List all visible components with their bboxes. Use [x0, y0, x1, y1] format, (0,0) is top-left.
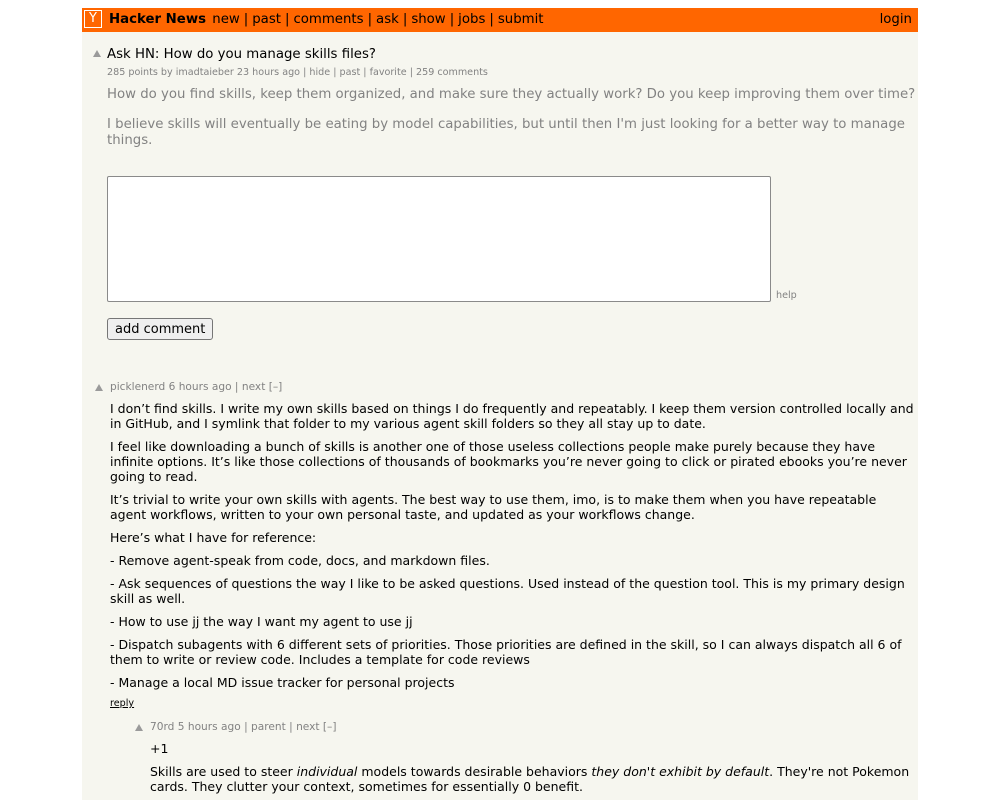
- story-paragraph: I believe skills will eventually be eating by model capabilities, but until then I'm just looking for a better way to manage things.: [107, 117, 905, 148]
- nav-separator: |: [402, 12, 408, 27]
- comment-textarea[interactable]: [107, 176, 771, 302]
- comment-text: models towards desirable behaviors: [357, 764, 592, 779]
- comment-emphasis: they don't exhibit by default: [591, 764, 770, 779]
- next-link[interactable]: next: [296, 721, 320, 733]
- comment-paragraph: - Manage a local MD issue tracker for personal projects: [110, 675, 455, 690]
- nav-separator: |: [449, 12, 455, 27]
- upvote-arrow-icon[interactable]: [95, 384, 103, 391]
- comment-header: picklenerd 6 hours ago | next [–]: [110, 381, 283, 393]
- nav-ask[interactable]: ask: [376, 12, 399, 27]
- nav-submit[interactable]: submit: [497, 12, 544, 27]
- story-points: 285 points: [107, 67, 158, 78]
- comment-paragraph: I don’t find skills. I write my own skills based on things I do frequently and repeatably. I keep them version controlled locally and in GitHub, and I symlink that folder to my various agent skill folders so they all stay up to date.: [110, 401, 914, 431]
- comment-author-link[interactable]: picklenerd: [110, 381, 166, 393]
- comments-count-link[interactable]: 259 comments: [415, 67, 488, 78]
- past-link[interactable]: past: [339, 67, 361, 78]
- upvote-arrow-icon[interactable]: [93, 50, 101, 57]
- nav-show[interactable]: show: [411, 12, 446, 27]
- collapse-toggle[interactable]: [–]: [322, 721, 337, 733]
- story-author-link[interactable]: imadtaieber: [175, 67, 234, 78]
- upvote-arrow-icon[interactable]: [135, 724, 143, 731]
- comment-author-link[interactable]: 70rd: [150, 721, 175, 733]
- add-comment-button[interactable]: add comment: [107, 318, 213, 340]
- comment-paragraph: - How to use jj the way I want my agent to use jj: [110, 614, 413, 629]
- comment-emphasis: individual: [296, 764, 358, 779]
- story-subtext: 285 points by imadtaieber 23 hours ago | hide | past | favorite | 259 comments: [107, 67, 488, 78]
- story-text: [107, 87, 917, 163]
- help-link[interactable]: help: [776, 290, 797, 301]
- nav-past[interactable]: past: [252, 12, 281, 27]
- comment-text: . They're not Pokemon cards. They clutter your context, sometimes for essentially 0 benefit.: [150, 764, 910, 794]
- comment-paragraph: [150, 764, 915, 794]
- y-logo-icon[interactable]: Y: [84, 10, 102, 28]
- comment-paragraph: I feel like downloading a bunch of skills is another one of those useless collections people make purely because they have infinite options. It’s like those collections of thousands of bookmarks you’re never going to click or pirated ebooks you’re never going to read.: [110, 439, 907, 484]
- page-container: [82, 8, 918, 800]
- nav-jobs[interactable]: jobs: [458, 12, 486, 27]
- comment-paragraph: - Ask sequences of questions the way I like to be asked questions. Used instead of the question tool. This is my primary design skill as well.: [110, 576, 905, 606]
- top-bar: [82, 8, 918, 32]
- comment-paragraph: Here’s what I have for reference:: [110, 530, 317, 545]
- story-age-link[interactable]: 23 hours ago: [236, 67, 301, 78]
- comment-age-link[interactable]: 6 hours ago: [168, 381, 232, 393]
- nav-new[interactable]: new: [212, 12, 240, 27]
- comment-age-link[interactable]: 5 hours ago: [177, 721, 241, 733]
- story-paragraph: How do you find skills, keep them organized, and make sure they actually work? Do you keep improving them over time?: [107, 87, 916, 102]
- login-link[interactable]: login: [879, 12, 912, 27]
- comment-paragraph: +1: [150, 741, 169, 756]
- comment-body: [150, 741, 915, 800]
- collapse-toggle[interactable]: [–]: [268, 381, 283, 393]
- reply-link[interactable]: reply: [110, 698, 135, 709]
- site-title-link[interactable]: Hacker News: [109, 12, 207, 27]
- parent-link[interactable]: parent: [251, 721, 286, 733]
- comment-body: [110, 401, 915, 698]
- comment-paragraph: - Remove agent-speak from code, docs, and markdown files.: [110, 553, 490, 568]
- nav-comments[interactable]: comments: [293, 12, 364, 27]
- nav-separator: |: [243, 12, 249, 27]
- comment-paragraph: - Dispatch subagents with 6 different sets of priorities. Those priorities are defined in the skill, so I can always dispatch all 6 of them to write or review code. Includes a template for code reviews: [110, 637, 902, 667]
- nav-separator: |: [367, 12, 373, 27]
- nav-separator: |: [284, 12, 290, 27]
- comment-paragraph: It’s trivial to write your own skills with agents. The best way to use them, imo, is to make them when you have repeatable agent workflows, written to your own personal taste, and updated as your workflows change.: [110, 492, 877, 522]
- favorite-link[interactable]: favorite: [369, 67, 407, 78]
- story-title[interactable]: Ask HN: How do you manage skills files?: [107, 47, 376, 62]
- by-label: by: [160, 67, 173, 78]
- hide-link[interactable]: hide: [309, 67, 331, 78]
- nav-separator: |: [489, 12, 494, 27]
- comment-header: 70rd 5 hours ago | parent | next [–]: [150, 721, 337, 733]
- next-link[interactable]: next: [241, 381, 266, 393]
- top-nav: [109, 12, 544, 28]
- comment-text: Skills are used to steer: [150, 764, 297, 779]
